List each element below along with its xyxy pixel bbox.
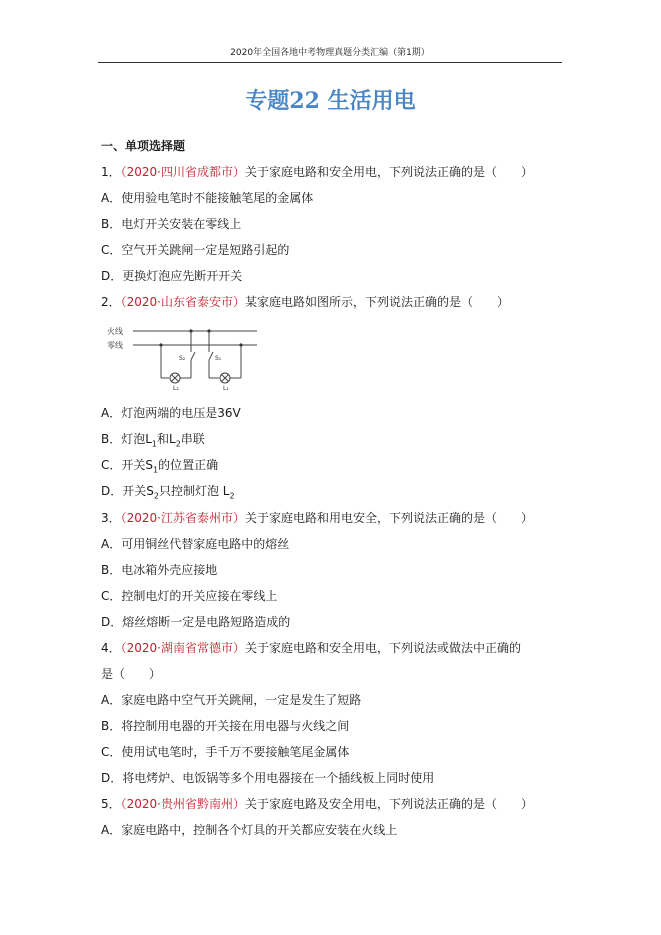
option: A．家庭电路中空气开关跳闸，一定是发生了短路 [101,693,362,707]
neutral-wire-label: 零线 [107,341,123,350]
page-header: 2020年全国各地中考物理真题分类汇编（第1期） [230,48,430,58]
option: C．使用试电笔时，手千万不要接触笔尾金属体 [101,745,350,759]
question-4-cont: 是（ ） [101,667,162,681]
switch-s1-icon [209,352,213,360]
section-heading: 一、单项选择题 [101,139,186,153]
question-source: （2020·江苏省泰州市） [120,511,245,525]
option: D．将电烤炉、电饭锅等多个用电器接在一个插线板上同时使用 [101,771,435,785]
option: B．电灯开关安装在零线上 [101,217,242,231]
option: C．开关$S_1$的位置正确 [101,458,219,475]
question-3: 3．（2020·江苏省泰州市）关于家庭电路和用电安全，下列说法正确的是（ ） [101,511,534,525]
circuit-diagram [105,322,265,394]
option: C．控制电灯的开关应接在零线上 [101,589,278,603]
header-rule [98,62,562,63]
live-wire-label: 火线 [107,327,123,336]
page-title: 专题22 生活用电 [245,88,416,114]
question-1: 1．（2020·四川省成都市）关于家庭电路和安全用电，下列说法正确的是（ ） [101,165,534,179]
option: D．更换灯泡应先断开开关 [101,269,243,283]
question-4: 4．（2020·湖南省常德市）关于家庭电路和安全用电，下列说法或做法中正确的 [101,641,522,655]
switch-s2-icon [191,352,195,360]
l2-label: L₂ [173,385,179,392]
question-2: 2．（2020·山东省泰安市）某家庭电路如图所示，下列说法正确的是（ ） [101,295,510,309]
option: D．开关$S_2$只控制灯泡 $L_2$ [101,484,235,501]
option: A．使用验电笔时不能接触笔尾的金属体 [101,191,314,205]
option: D．熔丝熔断一定是电路短路造成的 [101,615,291,629]
l1-label: L₁ [223,385,229,392]
option: B．将控制用电器的开关接在用电器与火线之间 [101,719,350,733]
option: B．电冰箱外壳应接地 [101,563,218,577]
option: A．可用铜丝代替家庭电路中的熔丝 [101,537,290,551]
option: B．灯泡$L_1$和$L_2$串联 [101,432,205,449]
option: A．灯泡两端的电压是36V [101,406,241,420]
s1-label: S₁ [215,355,222,362]
question-source: （2020·贵州省黔南州） [120,797,245,811]
s2-label: S₂ [179,355,186,362]
question-5: 5．（2020·贵州省黔南州）关于家庭电路及安全用电，下列说法正确的是（ ） [101,797,534,811]
option: C．空气开关跳闸一定是短路引起的 [101,243,290,257]
question-source: （2020·四川省成都市） [120,165,245,179]
question-source: （2020·山东省泰安市） [120,295,245,309]
question-source: （2020·湖南省常德市） [120,641,245,655]
option: A．家庭电路中，控制各个灯具的开关都应安装在火线上 [101,823,398,837]
